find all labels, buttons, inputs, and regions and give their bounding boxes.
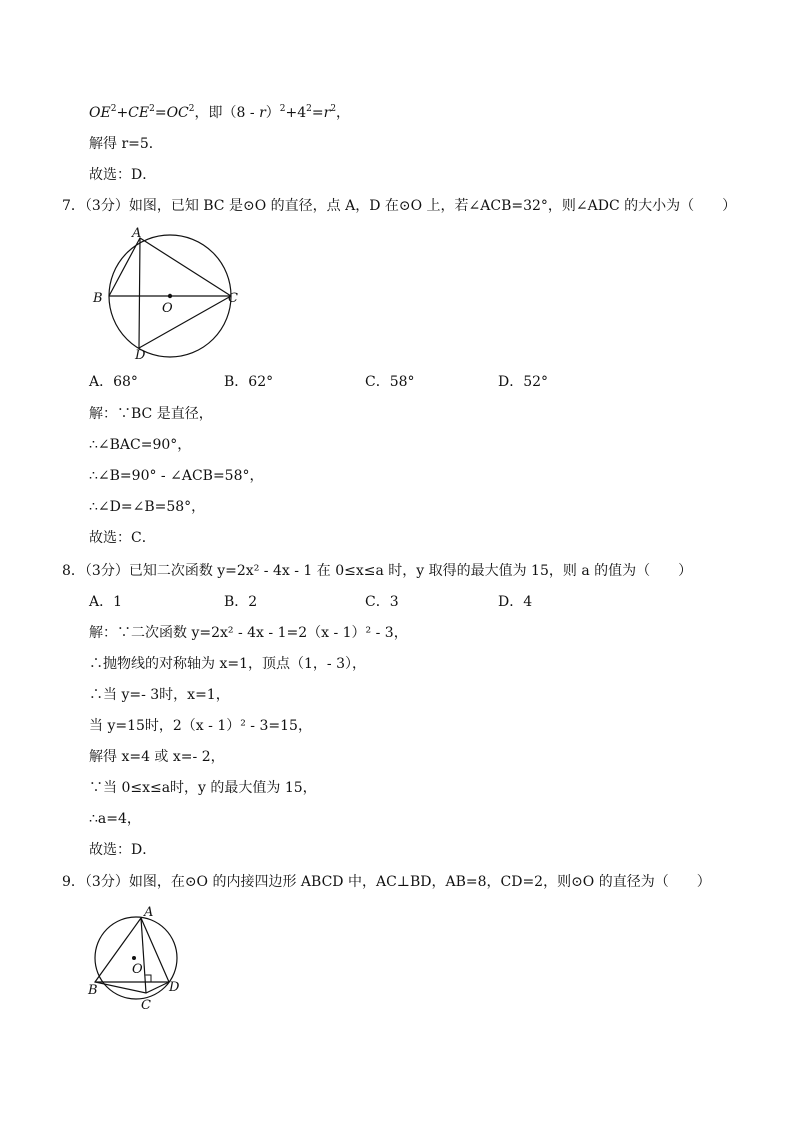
q8-solution-line-1: 解：∵二次函数 y=2x² - 4x - 1=2（x - 1）² - 3， [89,625,408,641]
question-7-figure [88,222,248,364]
q7-solution-line-4: ∴∠D=∠B=58°， [89,499,206,515]
q9-label-c: C [141,998,151,1012]
q8-solution-line-2: ∴抛物线的对称轴为 x=1，顶点（1，- 3）， [89,656,366,672]
q7-option-c[interactable]: C．58° [365,374,415,390]
q8-solution-line-4: 当 y=15时，2（x - 1）² - 3=15， [89,718,312,734]
prev-solution-answer: 故选：D． [89,167,157,183]
q8-option-a[interactable]: A．1 [89,594,123,610]
prev-solution-equation: $OE^2+CE^2=OC^2$，即$(8 - r)^2+4^2=r^2$， [89,104,351,121]
q8-option-d[interactable]: D．4 [498,594,533,610]
q9-label-d: D [169,980,180,995]
q8-solution-line-6: ∵当 0≤x≤a时，y 的最大值为 15， [89,780,317,796]
q7-option-d[interactable]: D．52° [498,374,549,390]
question-9-figure [86,900,196,1012]
question-8-stem: 8．（3分）已知二次函数 y=2x² - 4x - 1 在 0≤x≤a 时，y 取得的最大值为 15，则 a 的值为（ ） [62,563,693,579]
prev-solution-result: 解得 r=5． [89,136,163,152]
q8-solution-line-3: ∴当 y=- 3时，x=1， [89,687,230,703]
q8-solution-line-5: 解得 x=4 或 x=- 2， [89,749,225,765]
q7-option-b[interactable]: B．62° [224,374,274,390]
q7-solution-answer: 故选：C． [89,530,156,546]
q7-label-o: O [162,301,173,316]
q9-label-b: B [88,983,98,998]
q7-label-d: D [135,348,146,363]
q8-solution-line-7: ∴a=4， [89,811,141,827]
q8-solution-answer: 故选：D． [89,842,157,858]
q7-label-c: C [228,291,238,306]
q7-solution-line-3: ∴∠B=90° - ∠ACB=58°， [89,468,264,484]
q7-solution-line-2: ∴∠BAC=90°， [89,437,192,453]
question-9-stem: 9．（3分）如图，在⊙O 的内接四边形 ABCD 中，AC⊥BD，AB=8，CD=2，则⊙O 的直径为（ ） [62,874,711,890]
q7-solution-line-1: 解：∵BC 是直径， [89,406,213,422]
q8-option-b[interactable]: B．2 [224,594,258,610]
q9-label-o: O [132,962,143,977]
q7-label-a: A [132,226,142,241]
q7-option-a[interactable]: A．68° [89,374,138,390]
q7-label-b: B [93,291,103,306]
q8-option-c[interactable]: C．3 [365,594,399,610]
question-7-stem: 7．（3分）如图，已知 BC 是⊙O 的直径，点 A，D 在⊙O 上，若∠ACB=32°，则∠ADC 的大小为（ ） [62,198,737,214]
q9-label-a: A [144,905,154,920]
